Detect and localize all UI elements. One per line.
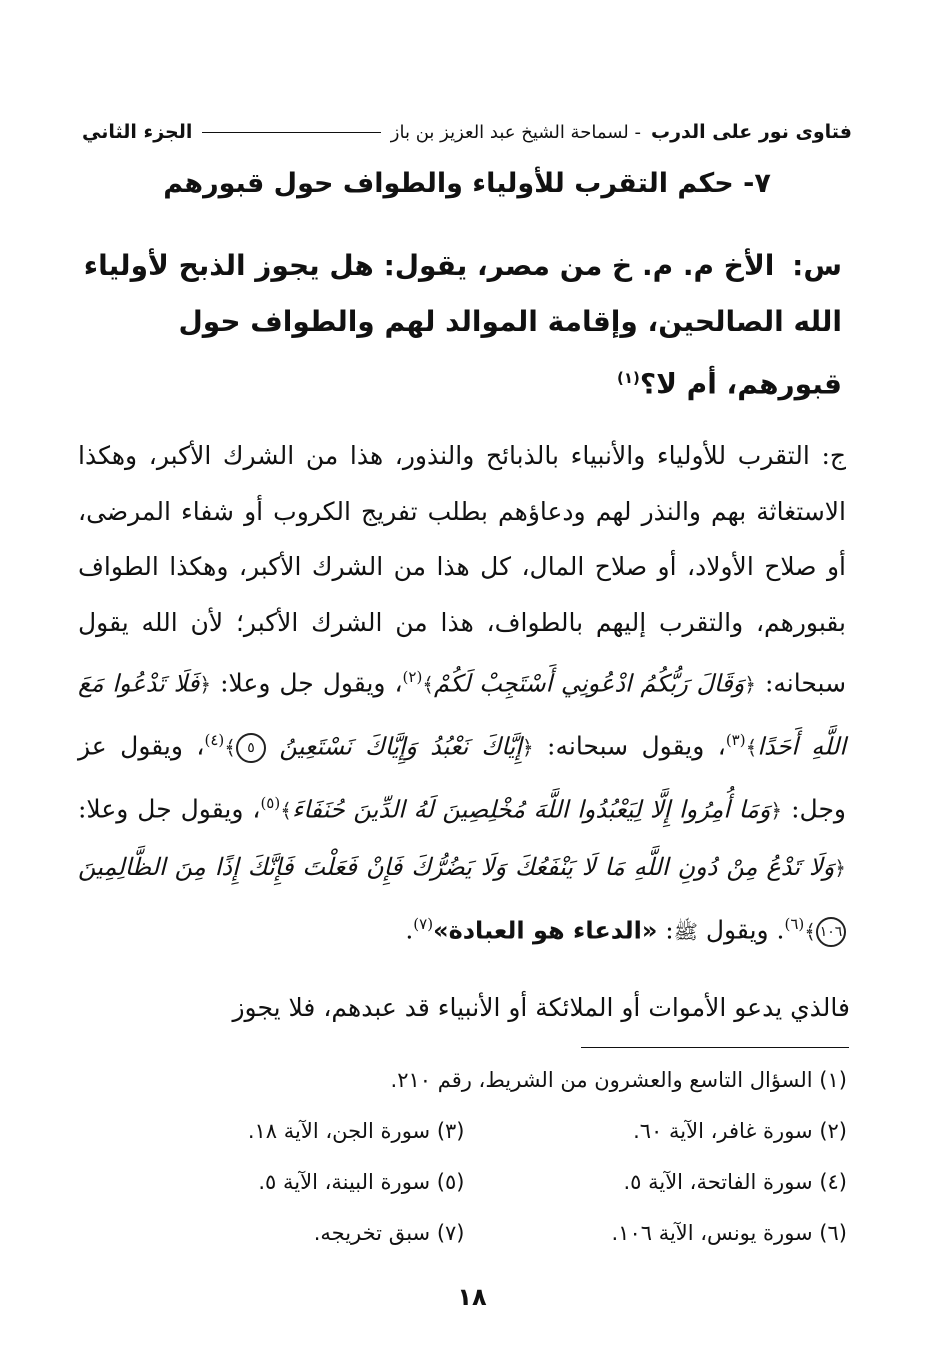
part-label: الجزء الثاني bbox=[82, 121, 193, 143]
verse-close-bracket-icon: ﴾ bbox=[224, 735, 236, 760]
answer-text: . ويقول bbox=[705, 915, 785, 945]
footnote-ref: (١) bbox=[616, 369, 640, 387]
footnote-1: (١) السؤال التاسع والعشرون من الشريط، رقم ٢١٠. bbox=[390, 1068, 847, 1092]
footnote-ref: (٦) bbox=[784, 914, 805, 933]
footnote-row bbox=[82, 1106, 847, 1157]
footnote-ref: (٥) bbox=[260, 794, 281, 813]
continuation-paragraph: فالذي يدعو الأموات أو الملائكة أو الأنبياء قد عبدهم، فلا يجوز bbox=[232, 993, 850, 1022]
footnote-row bbox=[82, 1157, 847, 1208]
running-header bbox=[82, 112, 852, 152]
footnote-7: (٧) سبق تخريجه. bbox=[313, 1221, 465, 1245]
quran-verse: فَلَا تَدْعُوا مَعَ اللَّهِ أَحَدًا bbox=[78, 669, 847, 761]
book-title: فتاوى نور على الدرب bbox=[651, 121, 852, 143]
hadith-quote: «الدعاء هو العبادة» bbox=[433, 916, 658, 945]
verse-open-bracket-icon: ﴿ bbox=[744, 672, 757, 697]
verse-open-bracket-icon: ﴿ bbox=[521, 735, 534, 760]
question-paragraph bbox=[82, 238, 842, 412]
footnote-ref: (٤) bbox=[204, 731, 225, 750]
answer-text: ، ويقول سبحانه: bbox=[547, 731, 726, 761]
footnote-6: (٦) سورة يونس، الآية ١٠٦. bbox=[611, 1221, 847, 1245]
footnote-ref: (٧) bbox=[413, 914, 434, 933]
footnote-4: (٤) سورة الفاتحة، الآية ٥. bbox=[623, 1170, 847, 1194]
footnote-ref: (٢) bbox=[402, 668, 423, 687]
page-number: ١٨ bbox=[457, 1283, 487, 1311]
footnote-row bbox=[82, 1055, 847, 1106]
answer-text: : bbox=[665, 915, 674, 945]
answer-text: ، ويقول جل وعلا: bbox=[78, 794, 261, 824]
footnote-separator bbox=[581, 1047, 849, 1048]
ayah-number-icon: ٥ bbox=[236, 733, 266, 763]
section-title: ٧- حكم التقرب للأولياء والطواف حول قبورهم bbox=[163, 168, 771, 199]
verse-close-bracket-icon: ﴾ bbox=[804, 919, 816, 944]
footnote-3: (٣) سورة الجن، الآية ١٨. bbox=[247, 1119, 465, 1143]
answer-text: ، ويقول عز وجل: bbox=[78, 731, 846, 824]
footnote-5: (٥) سورة البينة، الآية ٥. bbox=[258, 1170, 465, 1194]
footnotes bbox=[82, 1055, 847, 1259]
answer-label: ج: bbox=[821, 441, 846, 470]
verse-close-bracket-icon: ﴾ bbox=[280, 798, 292, 823]
author-name: - لسماحة الشيخ عبد العزيز بن باز bbox=[390, 121, 641, 143]
verse-open-bracket-icon: ﴿ bbox=[770, 798, 783, 823]
verse-open-bracket-icon: ﴿ bbox=[199, 672, 212, 697]
verse-close-bracket-icon: ﴾ bbox=[422, 672, 435, 697]
verse-close-bracket-icon: ﴾ bbox=[745, 735, 758, 760]
answer-text: ، ويقول جل وعلا: bbox=[220, 668, 403, 698]
footnote-2: (٢) سورة غافر، الآية ٦٠. bbox=[633, 1119, 847, 1143]
answer-text: . bbox=[405, 915, 414, 945]
footnote-row bbox=[82, 1208, 847, 1259]
answer-text: التقرب للأولياء والأنبياء بالذبائح والنذور، هذا من الشرك الأكبر، وهكذا الاستغاثة بهم والنذر لهم ودعاؤهم بطلب تفريج الكروب أو شفاء المرضى، أو صلاح الأولاد، أو صلاح المال، كل هذا من الشرك الأكبر، وهكذا الطواف بقبورهم، والتقرب إليهم بالطواف، هذا من الشرك الأكبر؛ لأن الله يقول سبحانه: bbox=[78, 441, 847, 698]
verse-open-bracket-icon: ﴿ bbox=[834, 856, 846, 881]
ayah-number-icon: ١٠٦ bbox=[816, 917, 846, 947]
header-rule bbox=[202, 132, 380, 133]
answer-paragraph bbox=[78, 428, 846, 960]
quran-verse: وَمَا أُمِرُوا إِلَّا لِيَعْبُدُوا اللَّهَ مُخْلِصِينَ لَهُ الدِّينَ حُنَفَاءَ bbox=[291, 795, 771, 824]
question-label: س: bbox=[792, 249, 842, 282]
question-text: الأخ م. م. خ من مصر، يقول: هل يجوز الذبح لأولياء الله الصالحين، وإقامة الموالد لهم والطواف حول قبورهم، أم لا؟ bbox=[83, 249, 842, 401]
footnote-ref: (٣) bbox=[725, 731, 746, 750]
quran-verse: إِيَّاكَ نَعْبُدُ وَإِيَّاكَ نَسْتَعِينُ bbox=[279, 732, 522, 761]
quran-verse: وَلَا تَدْعُ مِنْ دُونِ اللَّهِ مَا لَا يَنْفَعُكَ وَلَا يَضُرُّكَ فَإِنْ فَعَلْتَ فَإِنَّكَ إِذًا مِنَ الظَّالِمِينَ bbox=[78, 853, 835, 882]
quran-verse: وَقَالَ رَبُّكُمُ ادْعُونِي أَسْتَجِبْ لَكُمْ bbox=[434, 669, 745, 698]
salutation-symbol: ﷺ bbox=[673, 919, 698, 944]
